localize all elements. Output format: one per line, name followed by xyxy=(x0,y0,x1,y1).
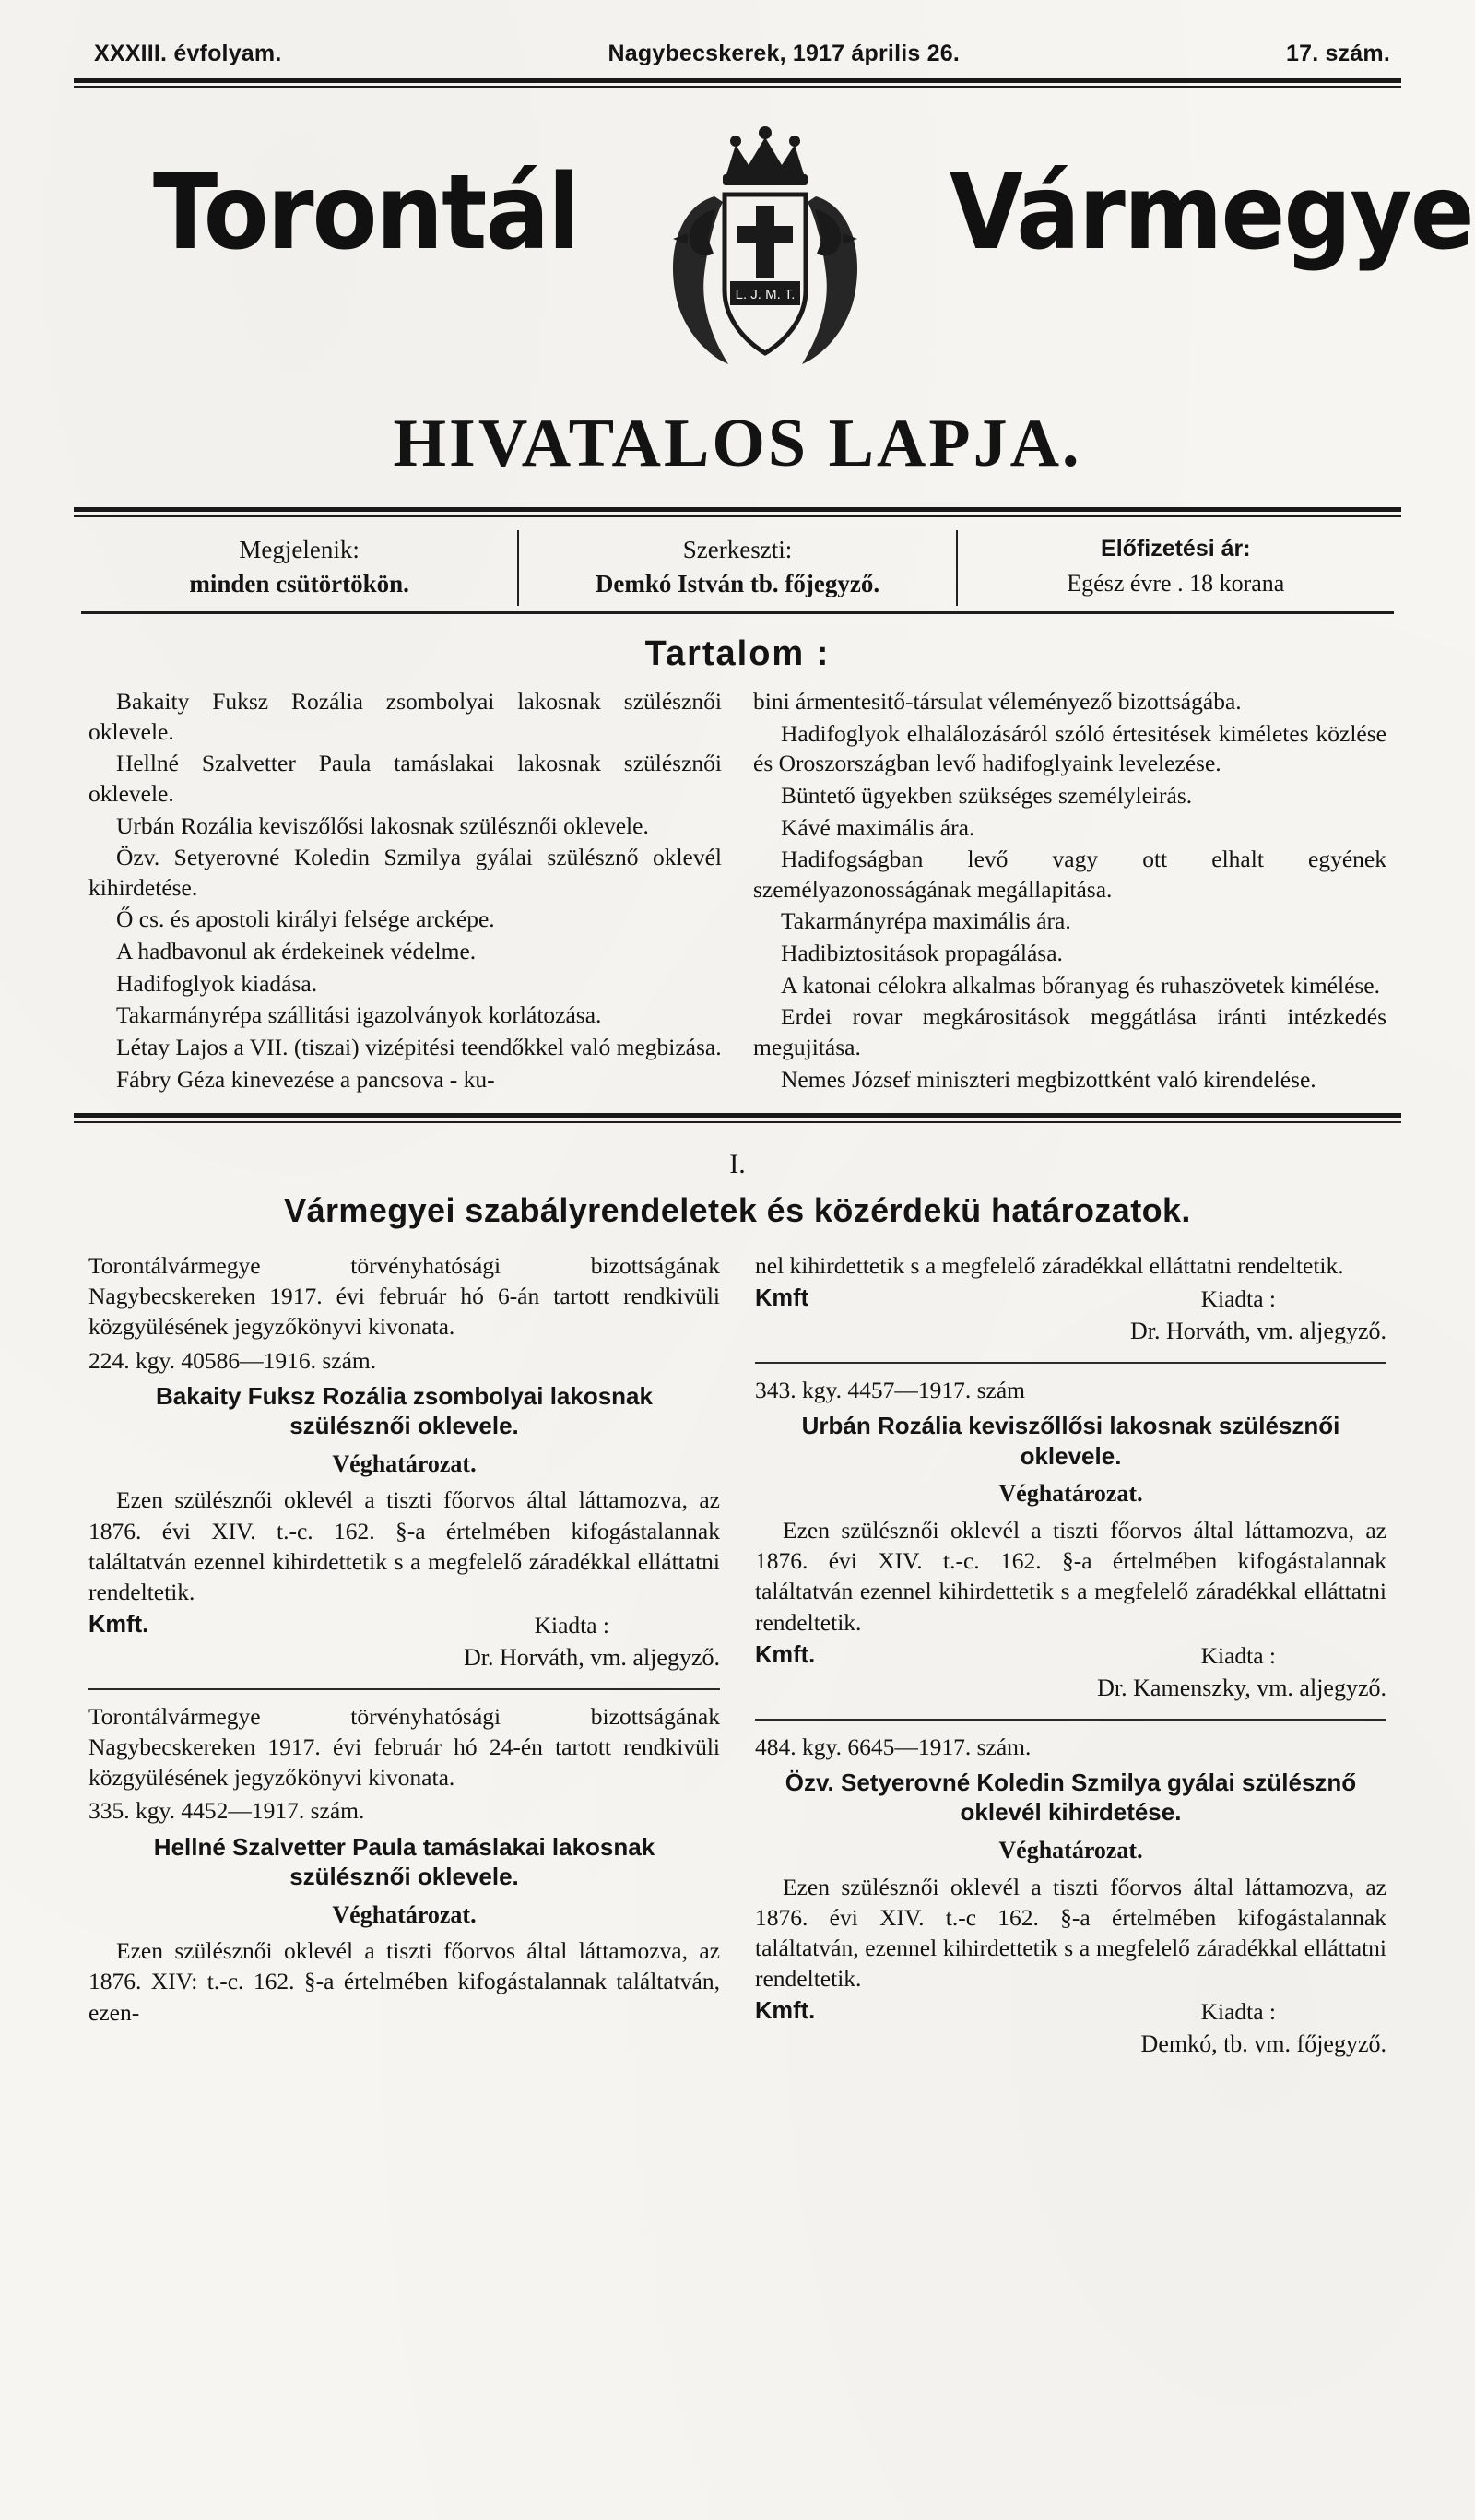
article-column-left xyxy=(88,1250,720,2060)
article-heading-line: Hellné Szalvetter Paula tamáslakai lakosnak xyxy=(153,1832,655,1861)
article-heading xyxy=(755,1768,1386,1828)
signature-row xyxy=(755,1640,1386,1671)
signer-name: Dr. Horváth, vm. aljegyző. xyxy=(464,1644,720,1672)
article-columns xyxy=(65,1250,1410,2060)
decision-label: Véghatározat. xyxy=(998,1480,1143,1508)
article-column-right xyxy=(755,1250,1386,2060)
article-intro: Torontálvármegye törvényhatósági bizottságának Nagybecskereken 1917. évi február hó 24-én tartott rendkivüli közgyülésének jegyzőkönyvi kivonata. xyxy=(88,1702,720,1792)
decision-label: Véghatározat. xyxy=(998,1836,1143,1863)
toc-item: Bakaity Fuksz Rozália zsombolyai lakosnak szülésznői oklevele. xyxy=(88,688,722,745)
masthead-topline xyxy=(65,41,1410,67)
article-heading xyxy=(88,1832,720,1892)
article-heading xyxy=(755,1411,1386,1471)
toc-item: Büntető ügyekben szükséges személyleirás. xyxy=(781,781,1193,809)
masthead-logo-row xyxy=(65,108,1473,403)
masthead-subtitle: HIVATALOS LAPJA. xyxy=(393,406,1082,481)
issued-by-label: Kiadta : xyxy=(534,1612,609,1639)
toc-item: Hellné Szalvetter Paula tamáslakai lakosnak szülésznői oklevele. xyxy=(88,750,722,807)
article-reference: 224. kgy. 40586—1916. szám. xyxy=(88,1346,377,1374)
article-intro: Torontálvármegye törvényhatósági bizottságának Nagybecskereken 1917. évi február hó 6-án tartott rendkivüli közgyülésének jegyzőkönyvi kivonata. xyxy=(88,1252,720,1341)
imprint-publish xyxy=(81,530,517,606)
signer-name: Demkó, tb. vm. főjegyző. xyxy=(1140,2030,1386,2058)
toc-column-right xyxy=(753,687,1386,1096)
article-reference: 484. kgy. 6645—1917. szám. xyxy=(755,1733,1032,1760)
place-date-label: Nagybecskerek, 1917 április 26. xyxy=(608,41,960,66)
article-reference: 335. kgy. 4452—1917. szám. xyxy=(88,1797,365,1825)
toc-item: Hadifoglyok elhalálozásáról szóló értesitések kiméletes közlése és Oroszországban levő hadifoglyaink levelezése. xyxy=(753,719,1386,777)
article-heading-line: Özv. Setyerovné Koledin Szmilya gyálai szülésznő xyxy=(785,1768,1357,1796)
toc-item: Özv. Setyerovné Koledin Szmilya gyálai szülésznő oklevél kihirdetése. xyxy=(88,844,722,901)
toc-item: bini ármentesitő-társulat véleményező bizottságába. xyxy=(753,688,1242,715)
article-heading-line: szülésznői oklevele. xyxy=(289,1863,519,1891)
signature-row xyxy=(755,1284,1386,1314)
article-body: Ezen szülésznői oklevél a tiszti főorvos által láttamozva, az 1876. évi XIV. t.-c 162. §-a értelmében kifogástalannak találtatván, ezennel kihirdettetik s a megfelelő záradékkal elláttatni rendeltetik. xyxy=(755,1873,1386,1992)
kmft-label: Kmft. xyxy=(88,1612,149,1639)
imprint-publish-value: minden csütörtökön. xyxy=(189,570,409,597)
divider-masthead-thick xyxy=(74,507,1401,512)
article-heading-line: szülésznői oklevele. xyxy=(289,1412,519,1440)
toc-item: Takarmányrépa szállitási igazolványok korlátozása. xyxy=(116,1001,602,1029)
imprint-editor xyxy=(517,530,955,606)
article-body: Ezen szülésznői oklevél a tiszti főorvos által láttamozva, az 1876. évi XIV. t.-c. 162. §-a értelmében kifogástalannak találtatván ezennel kihirdettetik s a megfelelő záradékkal elláttatni rendeltetik. xyxy=(755,1517,1386,1636)
divider-imprint xyxy=(81,611,1394,614)
imprint-editor-value: Demkó István tb. főjegyző. xyxy=(595,570,880,597)
issue-number-label: 17. szám. xyxy=(1286,41,1390,66)
article-body-continued: nel kihirdettetik s a megfelelő záradékkal elláttatni rendeltetik. xyxy=(755,1252,1344,1280)
section-title: Vármegyei szabályrendeletek és közérdekü határozatok. xyxy=(284,1191,1191,1230)
article-divider xyxy=(88,1688,720,1690)
imprint-price xyxy=(956,530,1394,606)
toc-item: A hadbavonul ak érdekeinek védelme. xyxy=(116,938,477,964)
masthead-title-right: Vármegye xyxy=(950,153,1473,273)
article-heading xyxy=(88,1381,720,1441)
article-body: Ezen szülésznői oklevél a tiszti főorvos által láttamozva, az 1876. XIV: t.-c. 162. §-a értelmében kifogástalannak találtatván, ezen- xyxy=(88,1937,720,2026)
signature-row xyxy=(755,1996,1386,2027)
crest-motto-text: L. J. M. T. xyxy=(735,287,796,302)
imprint-price-label: Előfizetési ár: xyxy=(1101,536,1251,562)
divider-masthead-thin xyxy=(74,515,1401,517)
divider-top-thin xyxy=(74,86,1401,88)
toc-item: Nemes József miniszteri megbizottként való kirendelése. xyxy=(781,1065,1316,1093)
article-divider xyxy=(755,1719,1386,1721)
masthead-title-left: Torontál xyxy=(153,153,579,273)
toc-item: Urbán Rozália keviszőlősi lakosnak szülésznői oklevele. xyxy=(116,811,649,839)
toc-item: Erdei rovar megkárositások meggátlása iránti intézkedés megujitása. xyxy=(753,1003,1386,1060)
article-heading-line: oklevele. xyxy=(1020,1441,1122,1470)
issued-by-label: Kiadta : xyxy=(1200,1998,1276,2026)
divider-top-thick xyxy=(74,78,1401,83)
signer-name: Dr. Horváth, vm. aljegyző. xyxy=(1130,1318,1386,1345)
imprint-price-value: Egész évre . 18 korana xyxy=(1067,570,1285,597)
coat-of-arms-icon xyxy=(627,117,903,385)
divider-toc-thick xyxy=(74,1113,1401,1118)
volume-label: XXXIII. évfolyam. xyxy=(94,41,282,66)
divider-toc-thin xyxy=(74,1121,1401,1123)
article-heading-line: oklevél kihirdetése. xyxy=(960,1798,1182,1827)
article-heading-line: Urbán Rozália keviszőllősi lakosnak szülésznői xyxy=(801,1412,1340,1440)
toc-item: Hadifogságban levő vagy ott elhalt egyének személyazonosságának megállapitása. xyxy=(753,846,1386,903)
toc-column-left xyxy=(88,687,722,1096)
article-body: Ezen szülésznői oklevél a tiszti főorvos által láttamozva, az 1876. évi XIV. t.-c. 162. §-a értelmében kifogástalannak találtatván ezennel kihirdettetik s a megfelelő záradékkal elláttatni rendeltetik. xyxy=(88,1486,720,1605)
kmft-label: Kmft. xyxy=(755,1641,816,1668)
issued-by-label: Kiadta : xyxy=(1200,1285,1276,1313)
toc-item: Takarmányrépa maximális ára. xyxy=(781,907,1071,935)
toc-item: Létay Lajos a VII. (tiszai) vizépitési teendőkkel való megbizása. xyxy=(116,1033,722,1060)
imprint-editor-label: Szerkeszti: xyxy=(682,536,793,563)
toc-item: Hadifoglyok kiadása. xyxy=(116,969,318,997)
issued-by-label: Kiadta : xyxy=(1200,1641,1276,1669)
imprint-publish-label: Megjelenik: xyxy=(239,536,360,563)
toc-item: Fábry Géza kinevezése a pancsova - ku- xyxy=(116,1065,495,1093)
toc-title: Tartalom : xyxy=(644,634,831,673)
decision-label: Véghatározat. xyxy=(332,1449,477,1477)
toc-item: Kávé maximális ára. xyxy=(781,813,975,841)
article-divider xyxy=(755,1362,1386,1364)
toc-item: Ő cs. és apostoli királyi felsége arcképe. xyxy=(116,905,495,933)
toc-item: Hadibiztositások propagálása. xyxy=(781,940,1063,966)
section-number: I. xyxy=(729,1149,746,1180)
kmft-label: Kmft. xyxy=(755,1998,816,2025)
article-heading-line: Bakaity Fuksz Rozália zsombolyai lakosnak xyxy=(156,1381,653,1410)
imprint-bar xyxy=(81,530,1394,606)
signer-name: Dr. Kamenszky, vm. aljegyző. xyxy=(1097,1674,1386,1701)
kmft-label: Kmft xyxy=(755,1285,809,1312)
article-reference: 343. kgy. 4457—1917. szám xyxy=(755,1377,1025,1404)
decision-label: Véghatározat. xyxy=(332,1900,477,1928)
toc-item: A katonai célokra alkalmas bőranyag és ruhaszövetek kimélése. xyxy=(781,971,1381,999)
signature-row xyxy=(88,1610,720,1640)
toc-columns xyxy=(65,687,1410,1096)
